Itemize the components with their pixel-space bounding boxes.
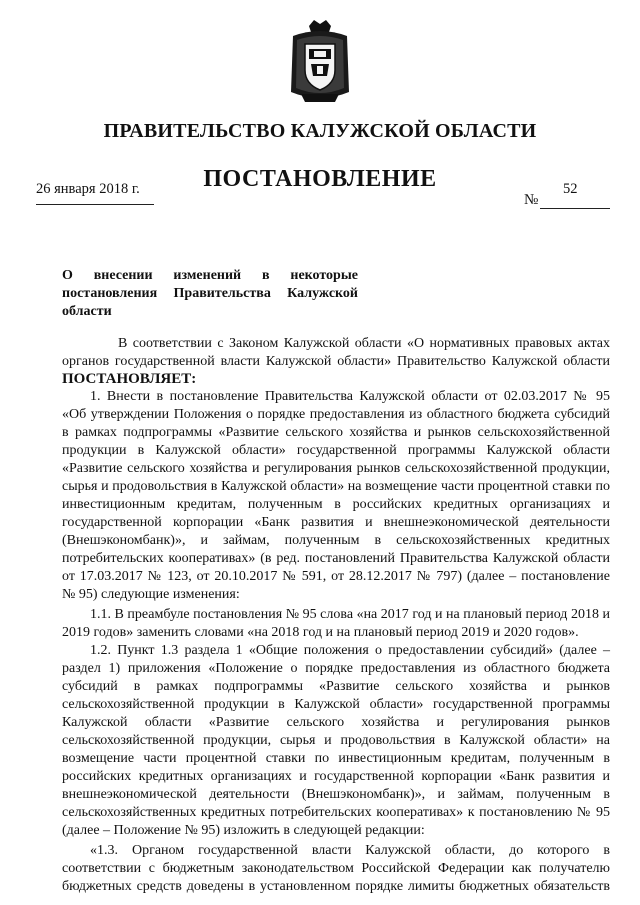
document-date: 26 января 2018 г.: [36, 181, 140, 197]
document-type: ПОСТАНОВЛЕНИЕ: [203, 166, 437, 192]
organization-name: ПРАВИТЕЛЬСТВО КАЛУЖСКОЙ ОБЛАСТИ: [103, 120, 537, 142]
body-line: «Развитие сельского хозяйства и регулирования рынков сельскохозяйственной продукции,: [62, 461, 610, 476]
body-line: «Об утверждении Положения о порядке предоставления из областного бюджета субсидий: [62, 407, 610, 422]
body-line: российских кредитных организациях и государственной корпорации «Банк развития и: [62, 769, 610, 784]
body-line: сырья и продовольствия в Калужской области» на возмещение части процентной ставки по: [62, 479, 610, 494]
body-line: в рамках подпрограммы «Развитие сельского хозяйства и рынков сельскохозяйственной: [62, 425, 610, 440]
body-line: 1.1. В преамбуле постановления № 95 слова «на 2017 год и на плановый период 2018 и: [90, 607, 610, 622]
coat-of-arms-icon: [287, 18, 353, 104]
document-title-line: постановления Правительства Калужской: [62, 286, 358, 301]
body-line: сельскохозяйственной продукции, сырья и продовольствия в Калужской области» на: [62, 733, 610, 748]
body-line: «1.3. Органом государственной власти Калужской области, до которого в: [90, 843, 610, 858]
body-line: сельскохозяйственной продукции в Калужской области» государственной программы: [62, 697, 610, 712]
body-line: государственной корпорации «Банк развития и внешнеэкономической деятельности: [62, 515, 610, 530]
body-line: № 95) следующие изменения:: [62, 587, 240, 602]
body-line: от 17.03.2017 № 123, от 20.10.2017 № 591, от 28.12.2017 № 797) (далее – постановление: [62, 569, 610, 584]
body-line: продукции в Калужской области» государственной программы Калужской области: [62, 443, 610, 458]
document-title-line: области: [62, 304, 112, 319]
decree-keyword: ПОСТАНОВЛЯЕТ:: [62, 371, 197, 387]
body-line: 1.2. Пункт 1.3 раздела 1 «Общие положения о предоставлении субсидий» (далее –: [90, 643, 610, 658]
body-line: внешнеэкономической деятельности (Внешэкономбанк)», и займам, полученным в: [62, 787, 610, 802]
body-line: 1. Внести в постановление Правительства Калужской области от 02.03.2017 № 95: [90, 389, 610, 404]
body-line: В соответствии с Законом Калужской области «О нормативных правовых актах: [118, 336, 610, 351]
number-sign: №: [524, 192, 539, 208]
document-number: 52: [563, 181, 578, 197]
number-underline: [540, 208, 610, 209]
body-line: раздел 1) приложения «Положение о порядке предоставления из областного бюджета: [62, 661, 610, 676]
body-line: инвестиционным кредитам, полученным в российских кредитных организациях и: [62, 497, 610, 512]
body-line: бюджетных средств доведены в установленном порядке лимиты бюджетных обязательств: [62, 879, 610, 894]
body-line: (Внешэкономбанк)», и займам, полученным в сельскохозяйственных кредитных: [62, 533, 610, 548]
body-line: органов государственной власти Калужской области» Правительство Калужской области: [62, 354, 610, 369]
document-title-line: О внесении изменений в некоторые: [62, 268, 358, 283]
body-line: (далее – Положение № 95) изложить в следующей редакции:: [62, 823, 425, 838]
date-underline: [36, 204, 154, 205]
body-line: сельскохозяйственных кредитных потребительских кооперативах» к постановлению № 95: [62, 805, 610, 820]
body-line: возмещение части процентной ставки по инвестиционным кредитам, полученным в: [62, 751, 610, 766]
body-line: 2019 годов» заменить словами «на 2018 год и на плановый период 2019 и 2020 годов».: [62, 625, 579, 640]
body-line: Калужской области «Развитие сельского хозяйства и регулирования рынков: [62, 715, 610, 730]
body-line: потребительских кооперативах» (в ред. постановлений Правительства Калужской области: [62, 551, 610, 566]
body-line: субсидий в рамках подпрограммы «Развитие сельского хозяйства и рынков: [62, 679, 610, 694]
body-line: соответствии с бюджетным законодательством Российской Федерации как получателю: [62, 861, 610, 876]
